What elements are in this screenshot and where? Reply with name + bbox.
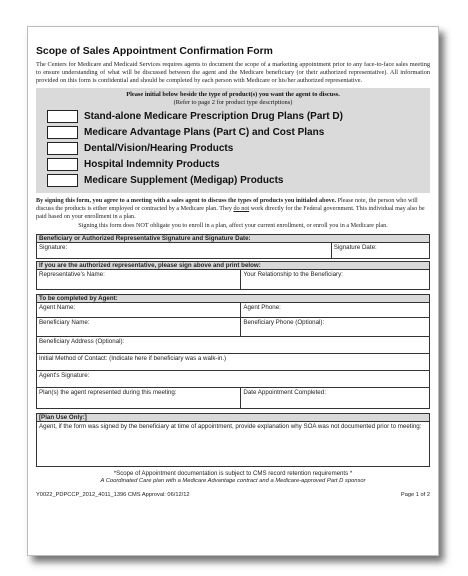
rep-name-field[interactable]: Representative's Name: xyxy=(37,270,241,290)
product-label: Dental/Vision/Hearing Products xyxy=(84,143,234,155)
relationship-field[interactable]: Your Relationship to the Beneficiary: xyxy=(241,270,430,290)
plan-use-explanation-field[interactable]: Agent, if the form was signed by the beneficiary at time of appointment, provide explanation why SOA was not documented prior to meeting: xyxy=(37,422,430,467)
agent-phone-field[interactable]: Agent Phone: xyxy=(241,303,430,318)
rep-section-header: If you are the authorized representative, please sign above and print below: xyxy=(37,262,430,270)
initial-box-hospital[interactable] xyxy=(47,158,78,171)
form-page xyxy=(27,26,439,556)
beneficiary-section-header: Beneficiary or Authorized Representative Signature and Signature Date: xyxy=(37,235,430,243)
agreement-paragraph xyxy=(36,197,430,221)
initial-box-part-c[interactable] xyxy=(47,126,78,139)
product-list xyxy=(36,109,430,189)
initial-box-dental[interactable] xyxy=(47,142,78,155)
product-label: Hospital Indemnity Products xyxy=(84,159,220,171)
initial-contact-field[interactable]: Initial Method of Contact: (Indicate here if beneficiary was a walk-in.) xyxy=(37,354,430,371)
page-number: Page 1 of 2 xyxy=(400,492,430,499)
intro-paragraph: The Centers for Medicare and Medicaid Services requires agents to document the scope of a marketing appointment prior to any face-to-face sales meeting to ensure understanding of what will be discussed between the agent and the Medicare beneficiary (or their authorized representative). All information provided on this form is confidential and should be completed by each person with Medicare or his/her authorized representative. xyxy=(36,61,430,84)
signature-field[interactable]: Signature: xyxy=(37,243,332,259)
agent-name-field[interactable]: Agent Name: xyxy=(37,303,241,318)
agreement-part2: work directly for the Federal government. This individual may also be paid based on your enrollment in a plan. xyxy=(36,204,425,220)
product-label: Medicare Supplement (Medigap) Products xyxy=(84,175,284,187)
initial-box-medigap[interactable] xyxy=(47,174,78,187)
representative-table xyxy=(36,261,430,290)
product-item-medigap xyxy=(47,173,430,189)
plans-represented-field[interactable]: Plan(s) the agent represented during this meeting: xyxy=(37,388,241,409)
form-id: Y0022_PDPCCP_2012_4011_1396 CMS Approval: 06/12/12 xyxy=(36,492,190,499)
product-label: Stand-alone Medicare Prescription Drug Plans (Part D) xyxy=(84,111,343,123)
plan-use-header: [Plan Use Only:] xyxy=(37,414,430,422)
plan-footnote: A Coordinated Care plan with a Medicare Advantage contract and a Medicare-approved Part D sponsor xyxy=(100,477,366,484)
beneficiary-name-field[interactable]: Beneficiary Name: xyxy=(37,318,241,337)
product-item-part-c xyxy=(47,125,430,141)
product-item-part-d xyxy=(47,109,430,125)
product-item-hospital xyxy=(47,157,430,173)
product-label: Medicare Advantage Plans (Part C) and Cost Plans xyxy=(84,127,325,139)
page-footer xyxy=(36,492,430,498)
date-completed-field[interactable]: Date Appointment Completed: xyxy=(241,388,430,409)
agreement-part1: Please note, the person who will discuss the products is either employed or contracted by a Medicare plan. They xyxy=(36,196,418,212)
initial-box-part-d[interactable] xyxy=(47,110,78,123)
agent-signature-field[interactable]: Agent's Signature: xyxy=(37,371,430,388)
beneficiary-address-field[interactable]: Beneficiary Address (Optional): xyxy=(37,337,430,354)
product-instruction-text: Please initial below beside the type of product(s) you want the agent to discuss. xyxy=(126,90,340,98)
signature-date-field[interactable]: Signature Date: xyxy=(331,243,429,259)
retention-footnote: *Scope of Appointment documentation is subject to CMS record retention requirements * xyxy=(113,470,353,478)
agent-section-header: To be completed by Agent: xyxy=(37,295,430,303)
plan-use-table xyxy=(36,413,430,467)
product-item-dental xyxy=(47,141,430,157)
agreement-underlined: do not xyxy=(233,204,250,212)
product-selection-box xyxy=(36,88,430,193)
agreement-bold: By signing this form, you agree to a meeting with a sales agent to discuss the types of products you initialed above. xyxy=(36,196,337,204)
signature-table xyxy=(36,234,430,259)
product-instructions xyxy=(36,91,430,107)
form-title: Scope of Sales Appointment Confirmation Form xyxy=(36,46,273,57)
product-note: (Refer to page 2 for product type descriptions) xyxy=(173,98,293,106)
agent-table xyxy=(36,294,430,409)
obligation-notice: Signing this form does NOT obligate you to enroll in a plan, affect your current enrollment, or enroll you in a Medicare plan. xyxy=(78,222,388,230)
form-content xyxy=(36,34,430,498)
beneficiary-phone-field[interactable]: Beneficiary Phone (Optional): xyxy=(241,318,430,337)
